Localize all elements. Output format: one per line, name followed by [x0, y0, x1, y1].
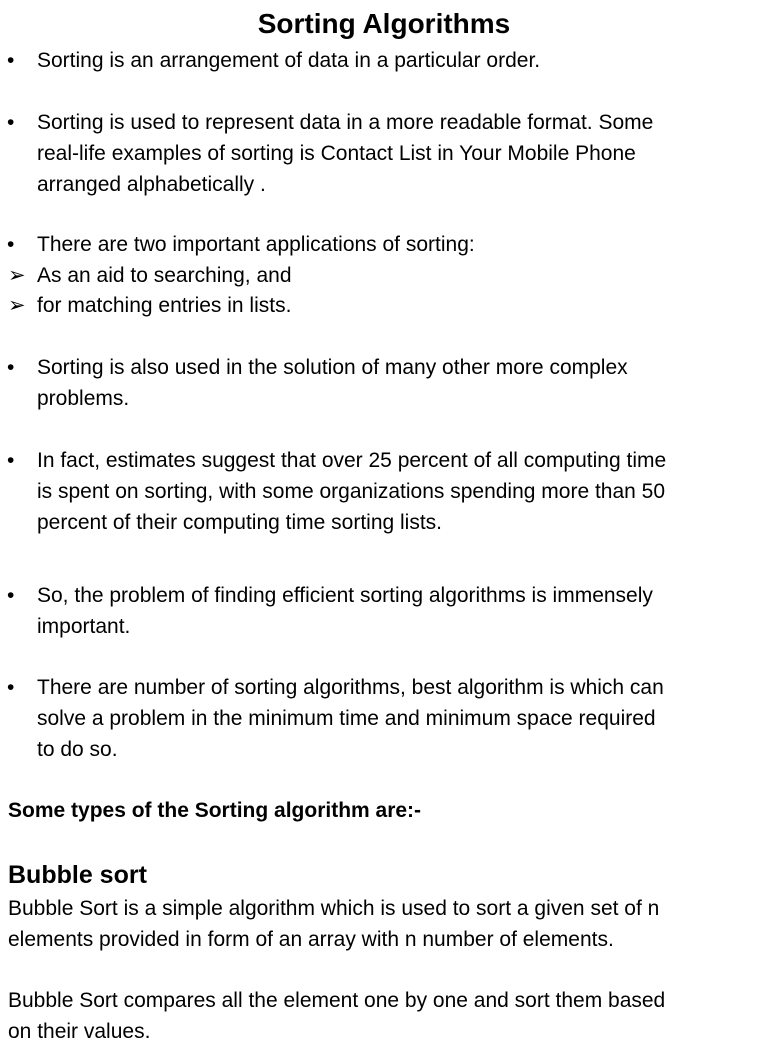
- bullet-marker: •: [7, 49, 15, 72]
- bullet-text: [37, 229, 760, 260]
- paragraph-line: on their values.: [8, 1020, 151, 1043]
- sub-item-text: [37, 290, 760, 321]
- paragraph-line: Bubble Sort compares all the element one by one and sort them based: [8, 989, 666, 1012]
- types-heading: Some types of the Sorting algorithm are:-: [8, 799, 422, 822]
- bullet-text: [37, 45, 760, 76]
- bullet-line: percent of their computing time sorting lists.: [37, 511, 443, 534]
- arrow-sub-item: [0, 260, 760, 291]
- bullet-text: [37, 580, 760, 642]
- bullet-line: There are number of sorting algorithms, best algorithm is which can: [37, 676, 664, 699]
- bullet-item: [0, 672, 760, 765]
- bullet-text: [37, 445, 760, 538]
- bullet-item: [0, 352, 760, 414]
- bullet-item: [0, 445, 760, 538]
- bubble-sort-paragraph: [8, 893, 760, 955]
- bullet-line: There are two important applications of sorting:: [37, 233, 475, 256]
- bullet-item: [0, 229, 760, 260]
- arrow-marker-icon: ➢: [8, 264, 26, 287]
- bullet-line: Sorting is used to represent data in a more readable format. Some: [37, 111, 654, 134]
- sub-item-line: As an aid to searching, and: [37, 264, 292, 287]
- bullet-marker: •: [7, 356, 15, 379]
- bullet-line: solve a problem in the minimum time and minimum space required: [37, 707, 656, 730]
- bullet-text: [37, 672, 760, 765]
- bullet-text: [37, 107, 760, 200]
- bubble-sort-heading: Bubble sort: [8, 861, 147, 889]
- paragraph-line: Bubble Sort is a simple algorithm which is used to sort a given set of n: [8, 897, 660, 920]
- bullet-item: [0, 45, 760, 76]
- paragraph-line: elements provided in form of an array with n number of elements.: [8, 928, 614, 951]
- bullet-line: In fact, estimates suggest that over 25 percent of all computing time: [37, 449, 667, 472]
- sub-item-line: for matching entries in lists.: [37, 294, 292, 317]
- sub-item-text: [37, 260, 760, 291]
- bullet-text: [37, 352, 760, 414]
- bubble-sort-paragraph: [8, 985, 760, 1047]
- arrow-sub-item: [0, 290, 760, 321]
- bullet-line: important.: [37, 615, 131, 638]
- bullet-marker: •: [7, 449, 15, 472]
- bullet-marker: •: [7, 676, 15, 699]
- arrow-marker-icon: ➢: [8, 294, 26, 317]
- bullet-line: Sorting is also used in the solution of many other more complex: [37, 356, 628, 379]
- bullet-item: [0, 107, 760, 200]
- bullet-line: to do so.: [37, 738, 118, 761]
- bullet-item: [0, 580, 760, 642]
- bullet-line: So, the problem of finding efficient sorting algorithms is immensely: [37, 584, 653, 607]
- bullet-line: Sorting is an arrangement of data in a particular order.: [37, 49, 541, 72]
- bullet-marker: •: [7, 111, 15, 134]
- bullet-line: arranged alphabetically .: [37, 173, 266, 196]
- page-title: Sorting Algorithms: [257, 8, 511, 39]
- bullet-marker: •: [7, 584, 15, 607]
- bullet-line: is spent on sorting, with some organizations spending more than 50: [37, 480, 666, 503]
- bullet-line: problems.: [37, 387, 130, 410]
- bullet-line: real-life examples of sorting is Contact List in Your Mobile Phone: [37, 142, 636, 165]
- bullet-marker: •: [7, 233, 15, 256]
